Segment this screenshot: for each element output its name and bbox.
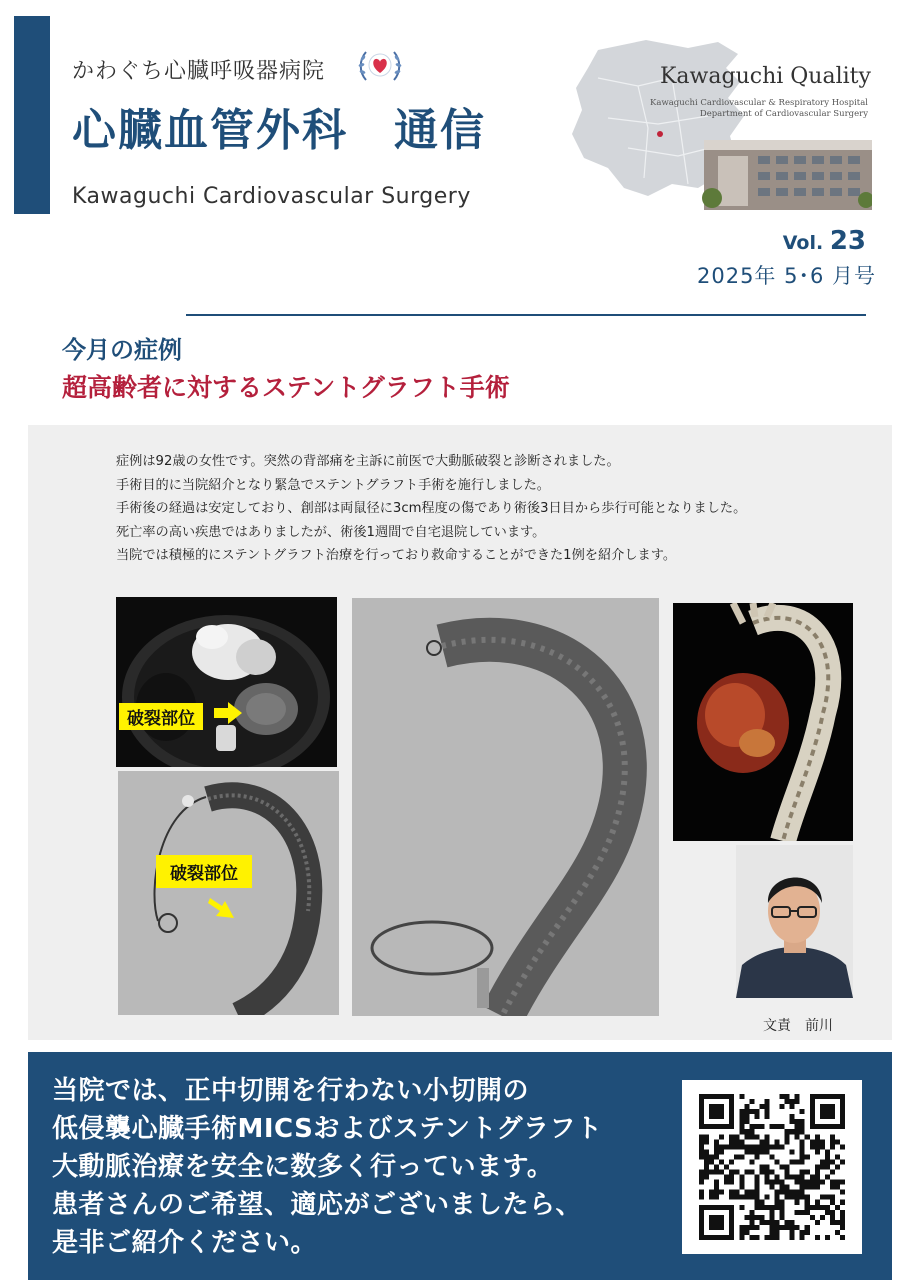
footer-line: 是非ご紹介ください。 xyxy=(52,1228,318,1258)
issue-date: 2025年 5･6 月号 xyxy=(696,264,876,288)
arrow-right-icon xyxy=(212,700,244,726)
rupture-tag: 破裂部位 xyxy=(156,855,252,888)
subtitle-en: Kawaguchi Cardiovascular Surgery xyxy=(72,184,471,209)
case-label: 今月の症例 xyxy=(62,336,182,364)
intro-line: 手術後の経過は安定しており、創部は両鼠径に3cm程度の傷であり術後3日目から歩行可能となりました。 xyxy=(116,501,747,516)
section-divider xyxy=(186,314,866,316)
intro-line: 症例は92歳の女性です。突然の背部痛を主訴に前医で大動脈破裂と診断されました。 xyxy=(116,454,620,469)
intro-line: 手術目的に当院紹介となり緊急でステントグラフト手術を施行しました。 xyxy=(116,477,550,493)
footer-line: 当院では、正中切開を行わない小切開の xyxy=(52,1076,530,1106)
vol-number: 23 xyxy=(829,226,866,256)
newsletter-title: 心臓血管外科 通信 xyxy=(72,105,486,156)
rupture-tag: 破裂部位 xyxy=(119,703,203,730)
qr-code-icon[interactable] xyxy=(682,1080,862,1254)
quality-subtitle xyxy=(650,98,868,120)
intro-line: 当院では積極的にステントグラフト治療を行っており救命することができた1例を紹介します。 xyxy=(116,548,677,563)
hospital-name: かわぐち心臓呼吸器病院 xyxy=(72,59,326,84)
footer-message xyxy=(52,1072,603,1262)
3d-aorta-render-image xyxy=(673,603,853,841)
quality-sub-line1: Kawaguchi Cardiovascular & Respiratory Hospital xyxy=(650,98,868,108)
author-credit: 文責 前川 xyxy=(763,1018,833,1034)
arrow-down-right-icon xyxy=(206,892,240,922)
heart-laurel-logo-icon xyxy=(356,46,404,86)
volume-label xyxy=(783,226,866,256)
case-intro xyxy=(116,450,856,568)
vol-prefix: Vol. xyxy=(782,232,824,254)
ct-scan-image xyxy=(116,597,337,767)
footer-line: 患者さんのご希望、適応がございましたら、 xyxy=(52,1190,583,1220)
intro-line: 死亡率の高い疾患ではありましたが、術後1週間で自宅退院しています。 xyxy=(116,524,546,540)
quality-title: Kawaguchi Quality xyxy=(660,64,871,89)
case-title: 超高齢者に対するステントグラフト手術 xyxy=(62,373,510,402)
angiography-image-2 xyxy=(352,598,659,1016)
footer-line: 大動脈治療を安全に数多く行っています。 xyxy=(52,1152,554,1182)
header-accent-bar xyxy=(14,16,50,214)
quality-sub-line2: Department of Cardiovascular Surgery xyxy=(699,109,868,119)
author-photo xyxy=(736,845,853,998)
footer-line: 低侵襲心臓手術MICSおよびステントグラフト xyxy=(52,1114,603,1144)
